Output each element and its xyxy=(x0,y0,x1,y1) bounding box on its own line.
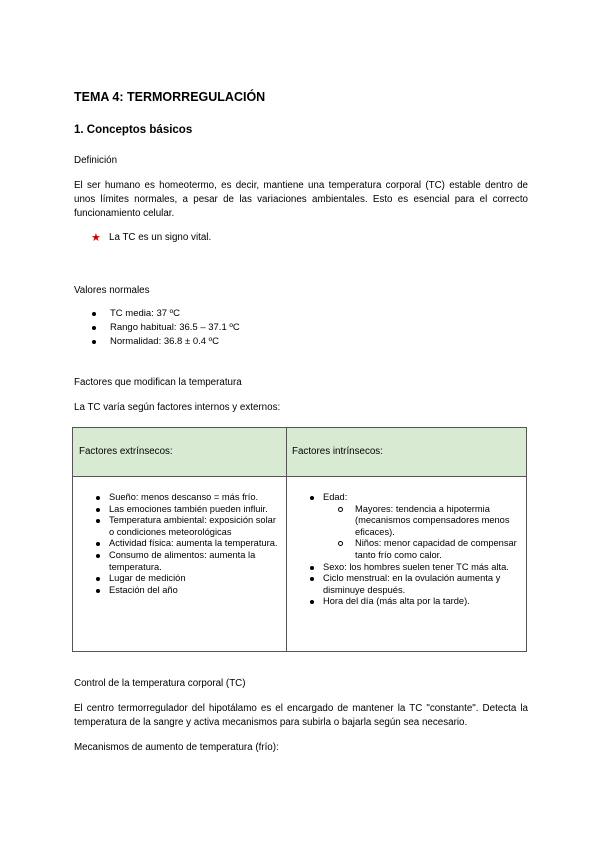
table-header-extrinsecos: Factores extrínsecos: xyxy=(79,446,173,457)
factores-heading: Factores que modifican la temperatura xyxy=(74,377,242,388)
list-item: Rango habitual: 36.5 – 37.1 ºC xyxy=(92,321,240,335)
starred-note xyxy=(91,231,211,244)
extrinsecos-cell xyxy=(91,492,283,596)
star-icon: ★ xyxy=(91,232,101,244)
intrinsecos-cell xyxy=(305,492,523,608)
table-column-divider xyxy=(286,428,287,651)
control-paragraph: El centro termorregulador del hipotálamo es el encargado de mantener la TC "constante". Detecta la temperatura de la sangre y activa mecanismos para subirla o bajarla según sea necesario. xyxy=(74,703,528,728)
control-heading: Control de la temperatura corporal (TC) xyxy=(74,678,246,689)
intrinsecos-list xyxy=(305,492,523,608)
list-item: Sexo: los hombres suelen tener TC más alta. xyxy=(305,562,523,574)
valores-list xyxy=(92,307,240,349)
list-item: TC media: 37 ºC xyxy=(92,307,240,321)
list-item: Temperatura ambiental: exposición solar o condiciones meteorológicas xyxy=(91,515,283,538)
sub-list-item: Mayores: tendencia a hipotermia (mecanismos compensadores menos eficaces). xyxy=(305,504,523,539)
section-heading-conceptos: 1. Conceptos básicos xyxy=(74,124,193,136)
list-item: Actividad física: aumenta la temperatura. xyxy=(91,538,283,550)
list-item: Estación del año xyxy=(91,585,283,597)
page-title: TEMA 4: TERMORREGULACIÓN xyxy=(74,90,266,104)
list-item: Las emociones también pueden influir. xyxy=(91,504,283,516)
valores-heading: Valores normales xyxy=(74,285,150,296)
sub-list-item: Niños: menor capacidad de compensar tanto frío como calor. xyxy=(305,538,523,561)
factores-intro: La TC varía según factores internos y externos: xyxy=(74,402,281,413)
list-item: Edad: xyxy=(305,492,523,504)
list-item: Hora del día (más alta por la tarde). xyxy=(305,596,523,608)
list-item: Lugar de medición xyxy=(91,573,283,585)
list-item: Ciclo menstrual: en la ovulación aumenta y disminuye después. xyxy=(305,573,523,596)
list-item: Sueño: menos descanso = más frío. xyxy=(91,492,283,504)
list-item: Normalidad: 36.8 ± 0.4 ºC xyxy=(92,335,240,349)
mecanismos-heading: Mecanismos de aumento de temperatura (frío): xyxy=(74,742,279,753)
list-item: Consumo de alimentos: aumenta la temperatura. xyxy=(91,550,283,573)
table-header-intrinsecos: Factores intrínsecos: xyxy=(292,446,383,457)
definicion-paragraph: El ser humano es homeotermo, es decir, mantiene una temperatura corporal (TC) estable dentro de unos límites normales, a pesar de las variaciones ambientales. Esto es esencial para el correcto funcionamiento celular. xyxy=(74,180,528,219)
starred-note-text: La TC es un signo vital. xyxy=(109,232,212,243)
definicion-heading: Definición xyxy=(74,155,118,166)
factores-table xyxy=(72,427,527,652)
extrinsecos-list xyxy=(91,492,283,596)
